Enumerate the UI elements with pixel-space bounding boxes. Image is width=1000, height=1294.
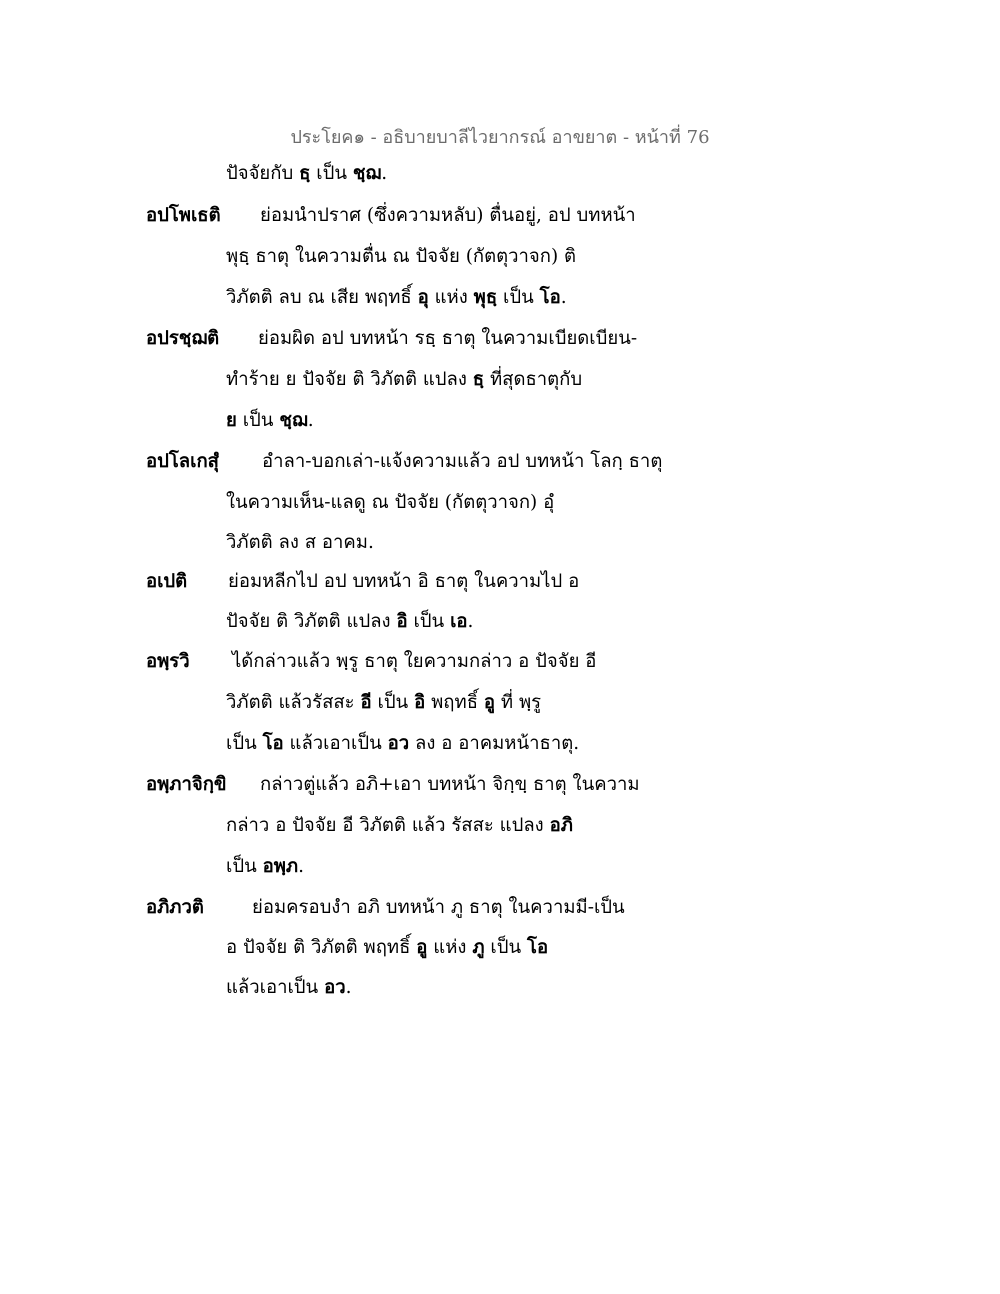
entry-line: วิภัตติ ลบ ณ เสีย พฤทธิ์ อุ แห่ง พุธฺ เป็น โอ. [226,287,567,308]
entry-line: ย่อมครอบงำ อภิ บทหน้า ภู ธาตุ ในความมี-เป็น [252,897,625,918]
entry-term: อปโพเธติ [146,205,221,226]
entry-line: กล่าวตู่แล้ว อภิ+เอา บทหน้า จิกฺขฺ ธาตุ ในความ [260,774,640,795]
entry-line: อำลา-บอกเล่า-แจ้งความแล้ว อป บทหน้า โลกฺ ธาตุ [262,451,663,472]
page-header-text: ประโยค๑ - อธิบายบาลีไวยากรณ์ อาขยาต - หน้าที่ 76 [290,127,710,148]
entry-line: วิภัตติ ลง ส อาคม. [226,532,374,553]
entry-line: ย่อมผิด อป บทหน้า รธฺ ธาตุ ในความเบียดเบียน- [258,328,638,349]
entry-line: กล่าว อ ปัจจัย อี วิภัตติ แล้ว รัสสะ แปลง อภิ [226,815,573,836]
entry-line: ทำร้าย ย ปัจจัย ติ วิภัตติ แปลง ธฺ ที่สุดธาตุกับ [226,369,583,390]
entry-term: อพฺภาจิกฺขิ [146,774,227,795]
entry-line: เป็น โอ แล้วเอาเป็น อว ลง อ อาคมหน้าธาตุ. [226,733,580,754]
entry-line: วิภัตติ แล้วรัสสะ อี เป็น อิ พฤทธิ์ อู ที่ พฺรู [226,692,542,713]
entry-line: ย เป็น ชฺฌ. [226,410,314,431]
page-header [0,122,1000,151]
entry-line: เป็น อพฺภ. [226,856,304,877]
entry-line: ปัจจัย ติ วิภัตติ แปลง อิ เป็น เอ. [226,611,474,632]
continuation-line: ปัจจัยกับ ธฺ เป็น ชฺฌ. [226,163,388,184]
entry-term: อภิภวติ [146,897,204,918]
entry-line: พุธฺ ธาตุ ในความตื่น ณ ปัจจัย (กัตตุวาจก) ติ [226,246,577,267]
entry-line: ย่อมหลีกไป อป บทหน้า อิ ธาตุ ในความไป อ [228,571,580,592]
entry-line: ได้กล่าวแล้ว พฺรู ธาตุ ใยความกล่าว อ ปัจจัย อี [232,651,597,672]
entry-term: อพฺรวิ [146,651,190,672]
entry-line: ย่อมนำปราศ (ซึ่งความหลับ) ตื่นอยู่, อป บทหน้า [260,205,636,226]
entry-term: อเปติ [146,571,188,592]
entry-line: แล้วเอาเป็น อว. [226,977,352,998]
entry-term: อปโลเกสุํ [146,451,219,472]
entry-term: อปรชฺฌติ [146,328,220,349]
entry-line: ในความเห็น-แลดู ณ ปัจจัย (กัตตุวาจก) อุํ [226,492,555,513]
entry-line: อ ปัจจัย ติ วิภัตติ พฤทธิ์ อู แห่ง ภู เป็น โอ [226,937,549,958]
